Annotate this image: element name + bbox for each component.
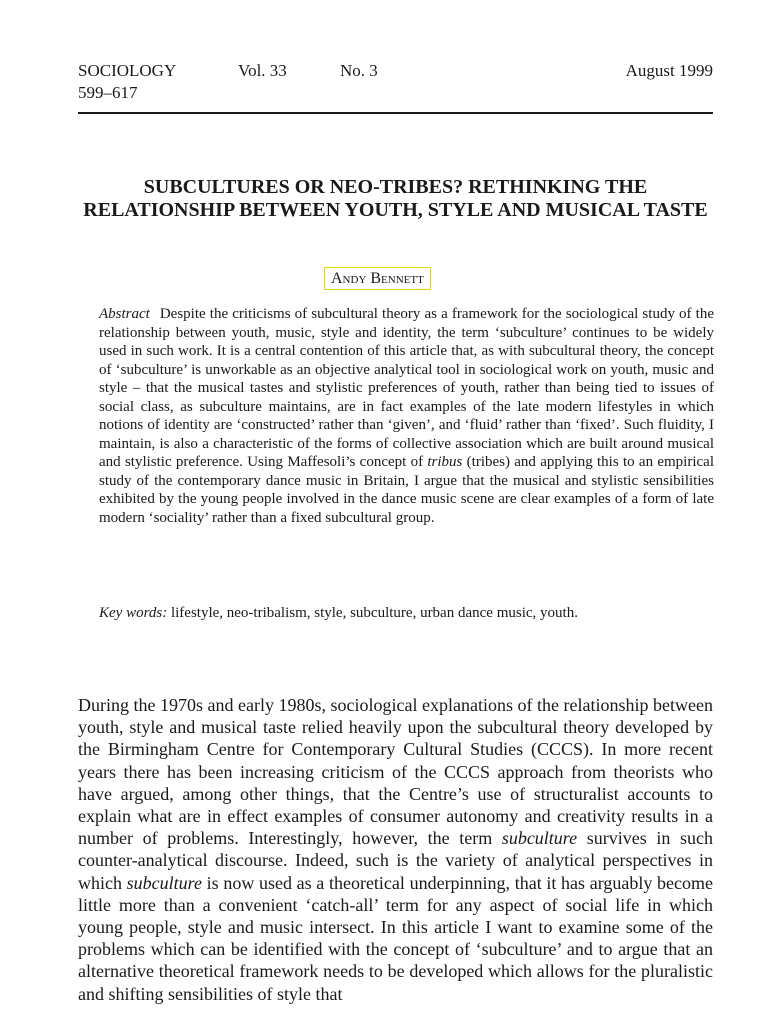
volume-number: Vol. 33 — [238, 61, 287, 80]
keywords — [99, 604, 714, 623]
abstract-text-part1: Despite the criticisms of subcultural theory as a framework for the sociological study of the relationship between youth, music, style and identity, the term ‘subculture’ continues to be widely used in such work. It is a central contention of this article that, as with subcultural theory, the concept of ‘subculture’ is unworkable as an objective analytical tool in sociological work on youth, music and style – that the musical tastes and stylistic preferences of youth, rather than being tied to issues of social class, as subculture maintains, are in fact examples of the late modern lifestyles in which notions of identity are ‘constructed’ rather than ‘given’, and ‘fluid’ rather than ‘fixed’. Such fluidity, I maintain, is also a characteristic of the forms of collective association which are built around musical and stylistic preference. Using Maffesoli’s concept of — [99, 306, 714, 470]
article-title: SUBCULTURES OR NEO-TRIBES? RETHINKING THE RELATIONSHIP BETWEEN YOUTH, STYLE AND MUSICAL TASTE — [83, 176, 708, 221]
abstract — [99, 305, 714, 527]
abstract-italic-term: tribus — [427, 454, 463, 470]
body-text-part1: During the 1970s and early 1980s, sociological explanations of the relationship between youth, style and musical taste relied heavily upon the subcultural theory developed by the Birmingham Centre for Contemporary Cultural Studies (CCCS). In more recent years there has been increasing criticism of the CCCS approach from theorists who have argued, among other things, that the Centre’s use of structuralist accounts to explain what are in effect examples of consumer autonomy and creativity results in a number of problems. Interestingly, however, the term — [78, 695, 713, 849]
abstract-text-part2: (tribes) and applying this to an empirical study of the contemporary dance music in Britain, I argue that the musical and stylistic sensibilities exhibited by the young people involved in the dance music scene are clear examples of a form of late modern ‘sociality’ rather than a fixed subcultural group. — [99, 454, 714, 526]
body-text-part2: survives in such counter-analytical discourse. Indeed, such is the variety of analytical perspectives in which — [78, 828, 713, 893]
journal-name: SOCIOLOGY — [78, 61, 177, 80]
body-paragraph — [78, 694, 713, 1005]
keywords-label: Key words: — [99, 605, 168, 621]
header-divider — [78, 112, 713, 114]
author-name[interactable]: Andy Bennett — [324, 267, 431, 290]
issue-number: No. 3 — [340, 61, 378, 80]
page-range: 599–617 — [78, 83, 138, 102]
body-italic-subculture-2: subculture — [126, 872, 202, 893]
publication-date: August 1999 — [625, 61, 713, 80]
abstract-label: Abstract — [99, 306, 150, 322]
body-text-part3: is now used as a theoretical underpinning, that it has arguably become little more than a convenient ‘catch-all’ term for any aspect of social life in which young people, style and music intersect. In this article I want to examine some of the problems which can be identified with the concept of ‘subculture’ and to argue that an alternative theoretical framework needs to be developed which allows for the pluralistic and shifting sensibilities of style that — [78, 872, 713, 1004]
body-italic-subculture-1: subculture — [501, 828, 578, 849]
journal-header — [78, 60, 713, 104]
keywords-text: lifestyle, neo-tribalism, style, subculture, urban dance music, youth. — [167, 605, 578, 621]
